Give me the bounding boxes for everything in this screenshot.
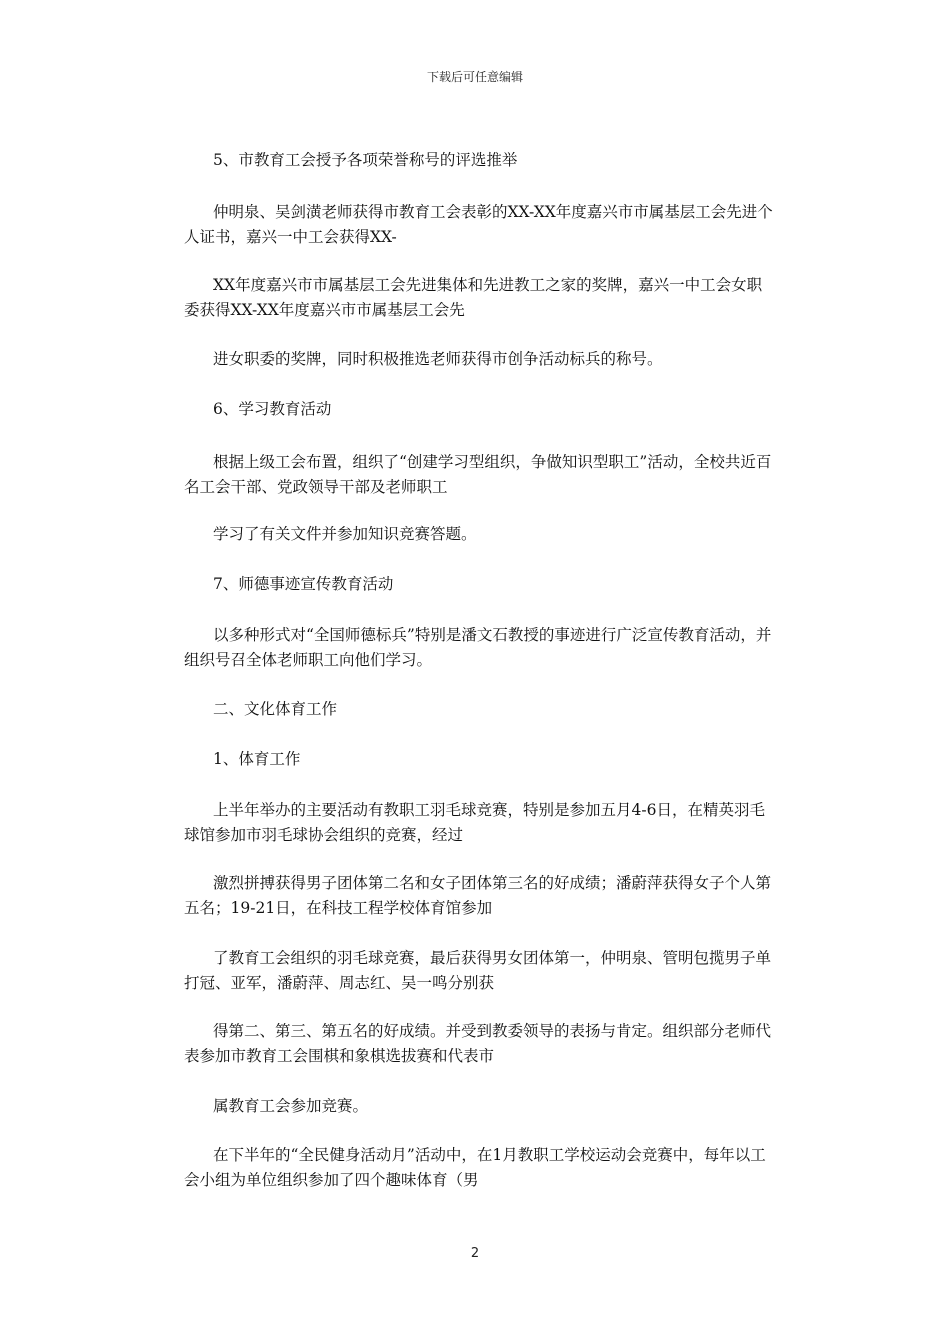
paragraph: 以多种形式对“全国师德标兵”特别是潘文石教授的事迹进行广泛宣传教育活动，并组织号召全体老师职工向他们学习。 <box>184 626 772 669</box>
page-number: 2 <box>470 1246 480 1261</box>
paragraph: 上半年举办的主要活动有教职工羽毛球竞赛，特别是参加五月4-6日，在精英羽毛球馆参加市羽毛球协会组织的竞赛，经过 <box>184 801 765 844</box>
paragraph: 属教育工会参加竞赛。 <box>213 1097 369 1115</box>
paragraph-heading-7: 7、师德事迹宣传教育活动 <box>213 575 394 593</box>
page-header: 下载后可任意编辑 <box>426 70 523 84</box>
paragraph: 激烈拼搏获得男子团体第二名和女子团体第三名的好成绩；潘蔚萍获得女子个人第五名；19-21日，在科技工程学校体育馆参加 <box>184 874 772 917</box>
paragraph-heading-1: 1、体育工作 <box>213 750 301 768</box>
section-heading: 二、文化体育工作 <box>213 700 338 718</box>
paragraph-heading-6: 6、学习教育活动 <box>213 400 332 418</box>
paragraph-heading-5: 5、市教育工会授予各项荣誉称号的评选推举 <box>213 151 518 169</box>
paragraph: XX年度嘉兴市市属基层工会先进集体和先进教工之家的奖牌，嘉兴一中工会女职委获得XX-XX年度嘉兴市市属基层工会先 <box>184 276 763 319</box>
paragraph: 学习了有关文件并参加知识竞赛答题。 <box>213 525 477 543</box>
paragraph: 仲明泉、吴剑潢老师获得市教育工会表彰的XX-XX年度嘉兴市市属基层工会先进个人证书，嘉兴一中工会获得XX- <box>184 203 773 246</box>
paragraph: 得第二、第三、第五名的好成绩。并受到教委领导的表扬与肯定。组织部分老师代表参加市教育工会围棋和象棋选拔赛和代表市 <box>184 1022 772 1065</box>
paragraph: 根据上级工会布置，组织了“创建学习型组织，争做知识型职工”活动，全校共近百名工会干部、党政领导干部及老师职工 <box>184 453 772 496</box>
paragraph: 了教育工会组织的羽毛球竞赛，最后获得男女团体第一，仲明泉、管明包揽男子单打冠、亚军，潘蔚萍、周志红、吴一鸣分别获 <box>184 949 772 992</box>
paragraph: 进女职委的奖牌，同时积极推选老师获得市创争活动标兵的称号。 <box>213 350 663 368</box>
paragraph: 在下半年的“全民健身活动月”活动中，在1月教职工学校运动会竞赛中，每年以工会小组为单位组织参加了四个趣味体育（男 <box>184 1146 766 1189</box>
